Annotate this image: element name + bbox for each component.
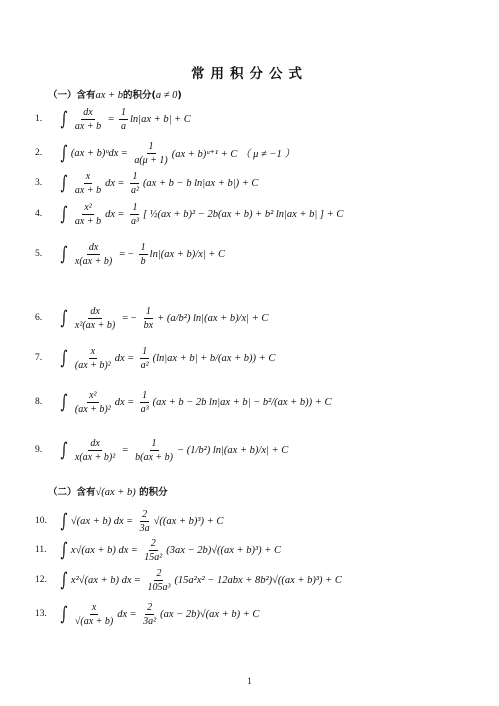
coefficient-numerator: 1	[142, 389, 148, 401]
integral-sign-icon: ∫	[60, 307, 68, 329]
coefficient-denominator: a	[121, 120, 127, 132]
formula-row	[35, 597, 259, 631]
integrand-numerator: x²	[84, 201, 92, 213]
result-coefficient	[139, 242, 148, 267]
integrand-denominator: (ax + b)²	[74, 359, 111, 371]
result-coefficient	[142, 306, 155, 331]
formula-number: 11.	[35, 545, 47, 555]
result-expression: (ln|ax + b| + b/(ax + b)) + C	[152, 352, 276, 364]
equals-sign: =	[118, 208, 124, 220]
formula-expression	[59, 202, 343, 227]
coefficient-denominator: bx	[143, 319, 154, 331]
equals-sign: =	[127, 352, 134, 364]
equals-sign: =	[126, 515, 133, 527]
formula-expression	[59, 538, 281, 563]
integrand-numerator: dx	[88, 241, 99, 253]
equals-sign: = −	[119, 248, 134, 260]
equals-sign: =	[118, 177, 124, 189]
result-expression: (15a²x² − 12abx + 8b²)√((ax + b)³) + C	[174, 574, 342, 586]
differential: dx	[105, 177, 116, 189]
equals-sign: =	[122, 444, 129, 456]
integrand-numerator: dx	[90, 305, 100, 317]
integrand-denominator: ax + b	[74, 215, 102, 227]
integrand-denominator: x²(ax + b)	[74, 319, 116, 331]
coefficient-denominator: b	[140, 255, 146, 267]
result-coefficient	[141, 602, 158, 627]
formula-row	[35, 563, 342, 597]
result-coefficient	[129, 171, 141, 196]
integral-sign-icon: ∫	[60, 439, 68, 461]
integrand: x²√(ax + b) dx	[70, 574, 132, 586]
coefficient-denominator: 3a	[139, 522, 150, 534]
formula-row	[35, 433, 288, 467]
result-coefficient	[142, 538, 164, 563]
coefficient-denominator: a²	[140, 359, 149, 371]
result-expression: (ax + b − b ln|ax + b|) + C	[142, 177, 259, 189]
result-coefficient	[133, 438, 175, 463]
integrand-numerator: x	[85, 170, 91, 182]
integrand-fraction	[73, 390, 113, 415]
result-coefficient	[129, 202, 141, 227]
formula-row	[35, 341, 275, 375]
formula-expression	[59, 390, 331, 415]
coefficient-denominator: a³	[140, 403, 149, 415]
integrand-fraction	[73, 346, 113, 371]
equals-sign: =	[131, 544, 138, 556]
integral-sign-icon: ∫	[60, 569, 68, 591]
integral-sign-icon: ∫	[60, 539, 68, 561]
formula-expression	[59, 509, 223, 534]
result-coefficient	[145, 568, 172, 593]
page-title: 常用积分公式	[191, 66, 308, 82]
equals-sign: =	[108, 113, 115, 125]
formula-expression	[59, 568, 342, 593]
formula-number: 12.	[35, 575, 47, 585]
formula-expression	[59, 107, 191, 132]
integral-sign-icon: ∫	[60, 391, 68, 413]
result-expression: − (1/b²) ln|(ax + b)/x| + C	[176, 444, 289, 456]
integrand-denominator: x(ax + b)	[74, 255, 113, 267]
integrand: √(ax + b) dx	[70, 515, 124, 527]
coefficient-numerator: 1	[142, 345, 148, 357]
section-heading-1: （一）含有ax + b的积分(a ≠ 0)	[48, 90, 182, 101]
coefficient-numerator: 1	[148, 140, 154, 152]
formula-number: 10.	[35, 516, 47, 526]
integral-sign-icon: ∫	[60, 603, 68, 625]
coefficient-denominator: a(μ + 1)	[134, 154, 168, 166]
formula-number: 4.	[35, 209, 43, 219]
result-coefficient	[138, 509, 152, 534]
coefficient-denominator: 15a²	[144, 551, 163, 563]
result-expression: ln|(ax + b)/x| + C	[149, 248, 226, 260]
integrand-fraction	[73, 171, 103, 196]
differential: dx	[114, 396, 125, 408]
integrand-denominator: √(ax + b)	[74, 615, 114, 627]
integrand-denominator: (ax + b)²	[74, 403, 111, 415]
result-expression: (ax + b − 2b ln|ax + b| − b²/(ax + b)) + C	[152, 396, 332, 408]
formula-number: 5.	[35, 249, 43, 259]
formula-number: 6.	[35, 313, 43, 323]
formula-number: 1.	[35, 114, 43, 124]
result-coefficient	[139, 346, 151, 371]
integrand-fraction	[73, 242, 114, 267]
differential: dx	[117, 608, 128, 620]
integrand-numerator: dx	[90, 437, 100, 449]
integral-sign-icon: ∫	[60, 108, 68, 130]
formula-expression	[59, 346, 275, 371]
coefficient-numerator: 1	[132, 170, 138, 182]
section-heading-2: （二）含有√(ax + b) 的积分	[48, 487, 168, 498]
formula-row	[35, 136, 295, 170]
formula-expression	[59, 171, 258, 196]
formula-expression	[59, 306, 268, 331]
integrand-fraction	[73, 107, 103, 132]
integral-sign-icon: ∫	[60, 510, 68, 532]
coefficient-denominator: 105a³	[147, 581, 171, 593]
integrand-fraction	[73, 202, 103, 227]
coefficient-denominator: a³	[130, 215, 139, 227]
equals-sign: =	[130, 608, 137, 620]
formula-row	[35, 197, 343, 231]
result-expression: (3ax − 2b)√((ax + b)³) + C	[166, 544, 282, 556]
formula-number: 13.	[35, 609, 47, 619]
integrand-numerator: x	[90, 345, 96, 357]
coefficient-numerator: 1	[151, 437, 157, 449]
result-expression: √((ax + b)³) + C	[153, 515, 224, 527]
equals-sign: =	[121, 147, 128, 159]
result-expression: + (a/b²) ln|(ax + b)/x| + C	[157, 312, 269, 324]
coefficient-denominator: a²	[130, 184, 139, 196]
integral-sign-icon: ∫	[60, 203, 68, 225]
coefficient-numerator: 2	[156, 567, 162, 579]
result-expression: [ ½(ax + b)² − 2b(ax + b) + b² ln|ax + b| ] + C	[142, 208, 344, 220]
equals-sign: =	[134, 574, 141, 586]
formula-expression	[59, 602, 259, 627]
integrand-numerator: dx	[83, 106, 93, 118]
integrand-denominator: ax + b	[74, 120, 102, 132]
page-number: 1	[247, 676, 252, 686]
coefficient-numerator: 1	[121, 106, 127, 118]
equals-sign: =	[127, 396, 134, 408]
coefficient-denominator: b(ax + b)	[135, 451, 173, 463]
integrand-numerator: x	[91, 601, 97, 613]
formula-number: 3.	[35, 178, 43, 188]
integrand-denominator: ax + b	[74, 184, 102, 196]
differential: dx	[105, 208, 116, 220]
integrand-denominator: x(ax + b)²	[74, 451, 116, 463]
coefficient-numerator: 1	[145, 305, 151, 317]
result-expression: ln|ax + b| + C	[130, 113, 191, 125]
integrand-fraction	[73, 602, 115, 627]
integrand-fraction	[73, 438, 117, 463]
formula-expression	[59, 438, 288, 463]
formula-number: 7.	[35, 353, 43, 363]
differential: dx	[114, 352, 125, 364]
formula-row	[35, 237, 225, 271]
coefficient-numerator: 2	[150, 537, 156, 549]
result-expression: (ax − 2b)√(ax + b) + C	[160, 608, 260, 620]
integrand: (ax + b)ᵘdx	[70, 147, 119, 159]
formula-row	[35, 166, 258, 200]
result-coefficient	[139, 390, 151, 415]
formula-expression	[59, 242, 225, 267]
formula-expression	[59, 141, 295, 166]
result-expression: (ax + b)ᵘ⁺¹ + C （ μ ≠ −1 ）	[171, 148, 295, 160]
coefficient-numerator: 1	[132, 201, 138, 213]
coefficient-numerator: 2	[147, 601, 153, 613]
formula-number: 2.	[35, 148, 43, 158]
integral-sign-icon: ∫	[60, 172, 68, 194]
integral-sign-icon: ∫	[60, 142, 68, 164]
integral-sign-icon: ∫	[60, 243, 68, 265]
coefficient-numerator: 1	[140, 241, 146, 253]
integrand-fraction	[73, 306, 117, 331]
formula-row	[35, 301, 268, 335]
formula-row	[35, 385, 331, 419]
result-coefficient	[132, 141, 169, 166]
integrand-numerator: x²	[89, 389, 97, 401]
formula-number: 9.	[35, 445, 43, 455]
integrand: x√(ax + b) dx	[70, 544, 129, 556]
result-coefficient	[119, 107, 128, 132]
formula-number: 8.	[35, 397, 43, 407]
formula-row	[35, 102, 191, 136]
integral-sign-icon: ∫	[60, 347, 68, 369]
coefficient-denominator: 3a²	[143, 615, 157, 627]
equals-sign: = −	[122, 312, 137, 324]
coefficient-numerator: 2	[142, 508, 148, 520]
formula-row	[35, 533, 281, 567]
